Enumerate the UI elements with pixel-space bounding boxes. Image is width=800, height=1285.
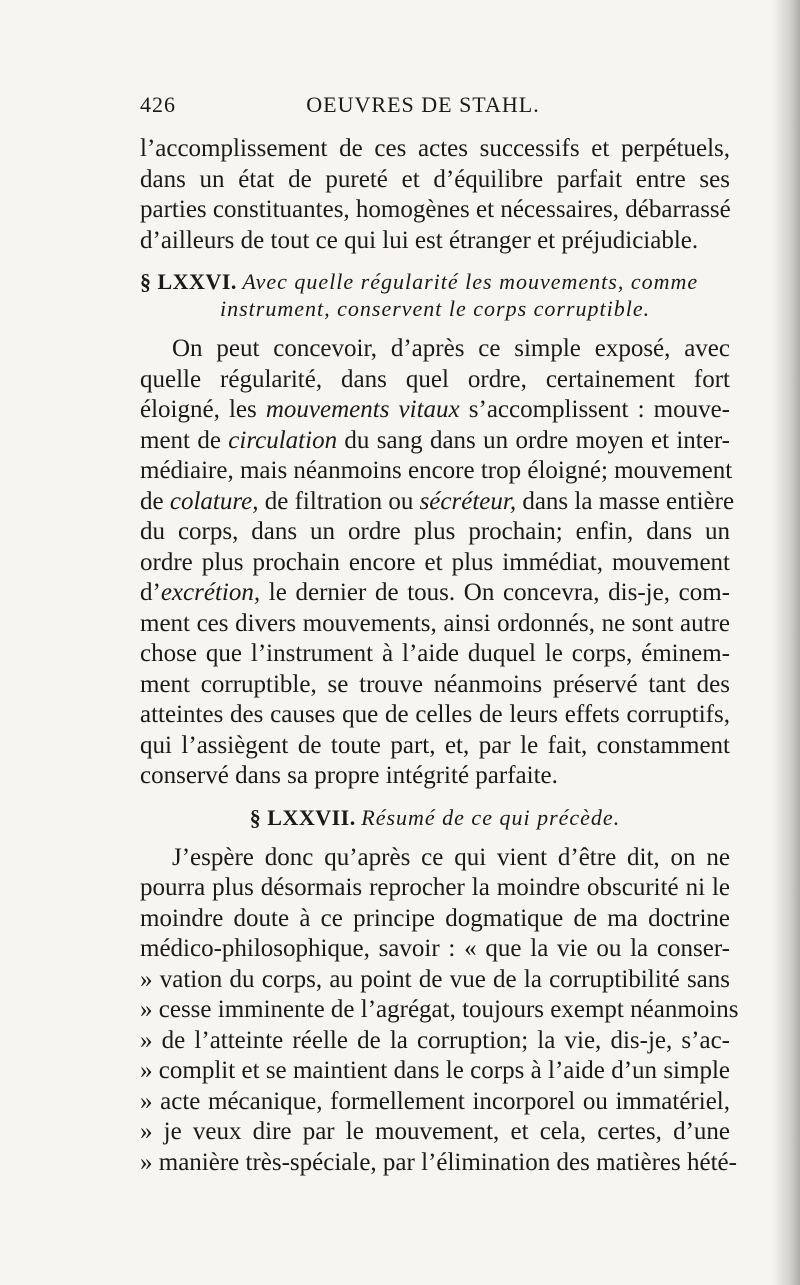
section-heading-76 <box>140 268 730 322</box>
text-line: du corps, dans un ordre plus prochain; enfin, dans un <box>140 518 730 545</box>
text-line: ordre plus prochain encore et plus immédiat, mouvement <box>140 548 730 576</box>
page-header <box>140 90 730 128</box>
running-title: OEUVRES DE STAHL. <box>306 92 540 117</box>
page-number: 426 <box>140 92 176 117</box>
text-line: ment corruptible, se trouve néanmoins préservé tant des <box>140 670 730 698</box>
text-line: » acte mécanique, formellement incorporel ou immatériel, <box>140 1087 730 1115</box>
paragraph-3 <box>140 843 739 1179</box>
text-line: conservé dans sa propre intégrité parfaite. <box>140 762 558 789</box>
text-line: J’espère donc qu’après ce qui vient d’être dit, on ne <box>172 843 730 871</box>
text-run: de filtration ou <box>258 487 420 515</box>
section-title: Résumé de ce qui précède. <box>361 804 621 830</box>
text-line: » complit et se maintient dans le corps à l’aide d’un simple <box>140 1057 730 1084</box>
text-line <box>140 487 735 518</box>
italic-term: mouvements vitaux <box>265 396 460 423</box>
paragraph-2 <box>140 334 735 792</box>
section-title: Avec quelle régularité les mouvements, comme <box>242 269 699 294</box>
text-line: qui l’assiègent de toute part, et, par le fait, constamment <box>140 731 730 759</box>
text-run: d’ <box>140 579 161 606</box>
text-line: parties constituantes, homogènes et nécessaires, débarrassé <box>140 196 731 223</box>
text-run: ment de <box>140 426 229 454</box>
text-line: quelle régularité, dans quel ordre, certainement fort <box>140 365 730 393</box>
text-line <box>140 426 730 457</box>
section-heading-77 <box>140 804 730 831</box>
text-line: moindre doute à ce principe dogmatique de ma doctrine <box>140 904 730 932</box>
text-line: » de l’atteinte réelle de la corruption; la vie, dis-je, s’ac- <box>140 1026 730 1054</box>
italic-term: excrétion, <box>160 579 261 606</box>
text-line: dans un état de pureté et d’équilibre parfait entre ses <box>140 165 730 193</box>
text-run: s’accomplissent : mouve- <box>459 396 731 423</box>
section-title-continued: instrument, conservent le corps corruptible. <box>220 296 651 321</box>
text-line: On peut concevoir, d’après ce simple exposé, avec <box>172 335 730 362</box>
text-run: de <box>140 487 170 515</box>
text-line: » cesse imminente de l’agrégat, toujours exempt néanmoins <box>140 996 739 1023</box>
text-line: chose que l’instrument à l’aide duquel le corps, éminem- <box>140 640 730 667</box>
text-line: médico-philosophique, savoir : « que la vie ou la conser- <box>140 935 730 962</box>
text-line: l’accomplissement de ces actes successifs et perpétuels, <box>140 135 730 162</box>
text-line: d’ailleurs de tout ce qui lui est étranger et préjudiciable. <box>140 226 699 254</box>
text-run: le dernier de tous. On concevra, dis-je, com- <box>260 579 730 606</box>
italic-term: circulation <box>228 426 338 454</box>
page-gutter-shadow <box>772 0 800 1285</box>
text-line: » vation du corps, au point de vue de la corruptibilité sans <box>140 965 730 993</box>
page-text <box>140 90 739 1178</box>
text-run: dans la masse entière <box>516 487 735 515</box>
text-line <box>140 578 730 609</box>
text-run: éloigné, les <box>140 396 266 423</box>
italic-term: colature, <box>169 487 259 515</box>
section-heading-line <box>140 268 730 295</box>
text-line: » manière très-spéciale, par l’élimination des matières hété- <box>140 1148 737 1176</box>
text-line: pourra plus désormais reprocher la moindre obscurité ni le <box>140 874 730 901</box>
text-line: » je veux dire par le mouvement, et cela, certes, d’une <box>140 1118 730 1145</box>
section-number: § LXXVII. <box>249 804 356 830</box>
italic-term: sécréteur, <box>419 487 517 515</box>
text-run: du sang dans un ordre moyen et inter- <box>337 426 730 454</box>
section-number: § LXXVI. <box>140 269 237 294</box>
paragraph-1 <box>140 134 730 256</box>
text-line: médiaire, mais néanmoins encore trop éloigné; mouvement <box>140 457 733 484</box>
text-line: ment ces divers mouvements, ainsi ordonnés, ne sont autre <box>140 609 730 637</box>
text-line <box>140 395 730 426</box>
text-line: atteintes des causes que de celles de leurs effets corruptifs, <box>140 701 730 728</box>
section-heading-line <box>140 804 730 831</box>
